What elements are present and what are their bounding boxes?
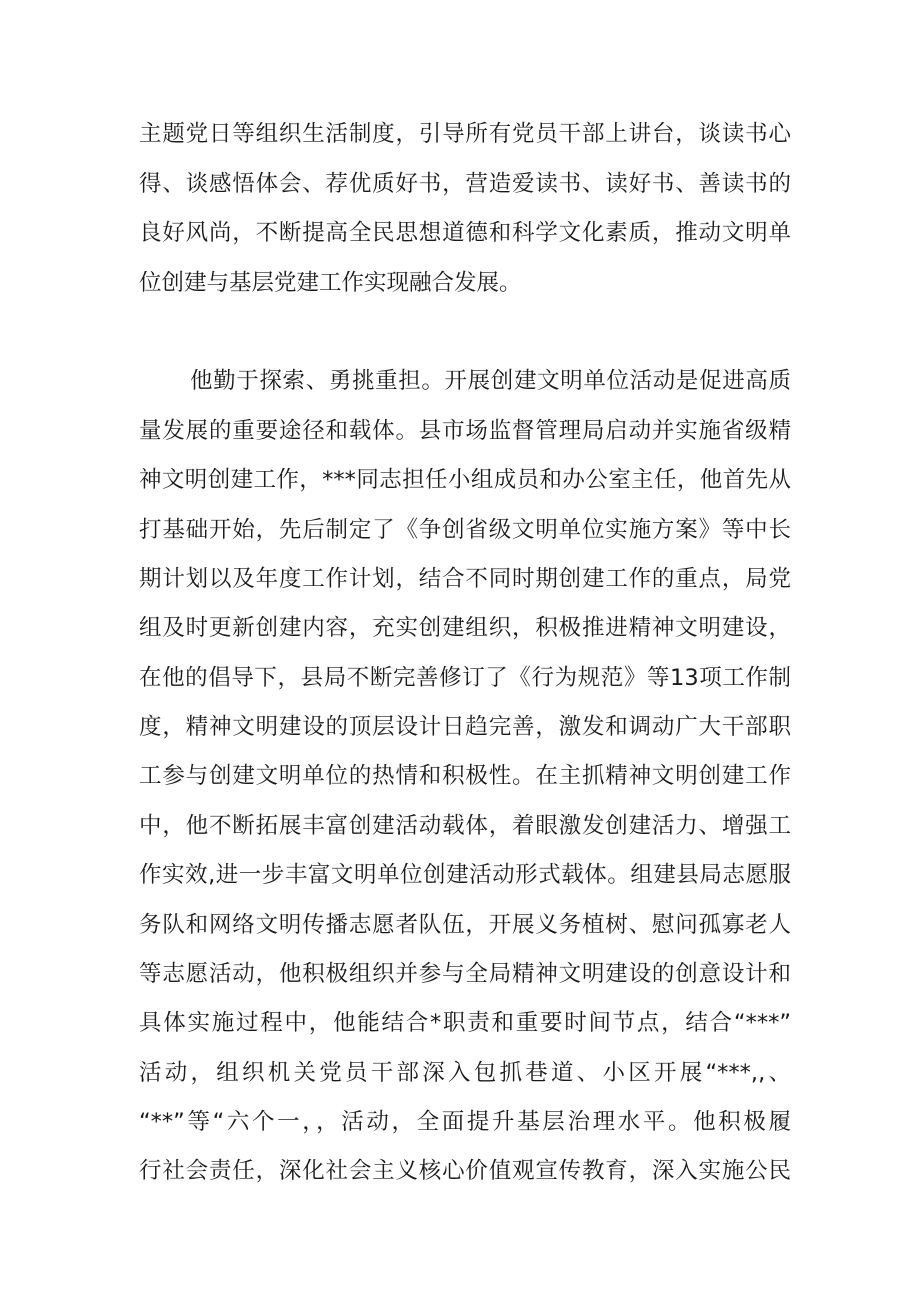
text-line: 中，他不断拓展丰富创建活动载体，着眼激发创建活力、增强工 <box>139 813 791 839</box>
text-line: 打基础开始，先后制定了《争创省级文明单位实施方案》等中长 <box>139 517 791 543</box>
text-line: 工参与创建文明单位的热情和积极性。在主抓精神文明创建工作 <box>139 763 791 789</box>
text-line: 具体实施过程中，他能结合*职责和重要时间节点，结合“***” <box>139 1010 791 1036</box>
text-line: 期计划以及年度工作计划，结合不同时期创建工作的重点，局党 <box>139 566 791 592</box>
text-line: 作实效,进一步丰富文明单位创建活动形式载体。组建县局志愿服 <box>139 862 791 888</box>
text-line: 务队和网络文明传播志愿者队伍，开展义务植树、慰问孤寡老人 <box>139 912 791 938</box>
text-line: 神文明创建工作，***同志担任小组成员和办公室主任，他首先从 <box>139 467 791 493</box>
text-line: 得、谈感悟体会、荐优质好书，营造爱读书、读好书、善读书的 <box>139 171 791 197</box>
text-line: 组及时更新创建内容，充实创建组织，积极推进精神文明建设， <box>139 615 791 641</box>
text-line: 良好风尚，不断提高全民思想道德和科学文化素质，推动文明单 <box>139 220 791 246</box>
text-line: 在他的倡导下，县局不断完善修订了《行为规范》等13项工作制 <box>139 665 791 691</box>
text-line: 度，精神文明建设的顶层设计日趋完善，激发和调动广大干部职 <box>139 714 791 740</box>
text-line: 位创建与基层党建工作实现融合发展。 <box>139 270 522 296</box>
text-line: 活动，组织机关党员干部深入包抓巷道、小区开展“***,,、 <box>139 1060 791 1086</box>
text-line: 行社会责任，深化社会主义核心价值观宣传教育，深入实施公民 <box>139 1158 791 1184</box>
text-line: 等志愿活动，他积极组织并参与全局精神文明建设的创意设计和 <box>139 961 791 987</box>
text-line: 主题党日等组织生活制度，引导所有党员干部上讲台，谈读书心 <box>139 121 791 147</box>
text-line: 量发展的重要途径和载体。县市场监督管理局启动并实施省级精 <box>139 418 791 444</box>
text-line: “**”等“六个一，，活动，全面提升基层治理水平。他积极履 <box>139 1109 791 1135</box>
text-line: 他勤于探索、勇挑重担。开展创建文明单位活动是促进高质 <box>190 368 791 394</box>
